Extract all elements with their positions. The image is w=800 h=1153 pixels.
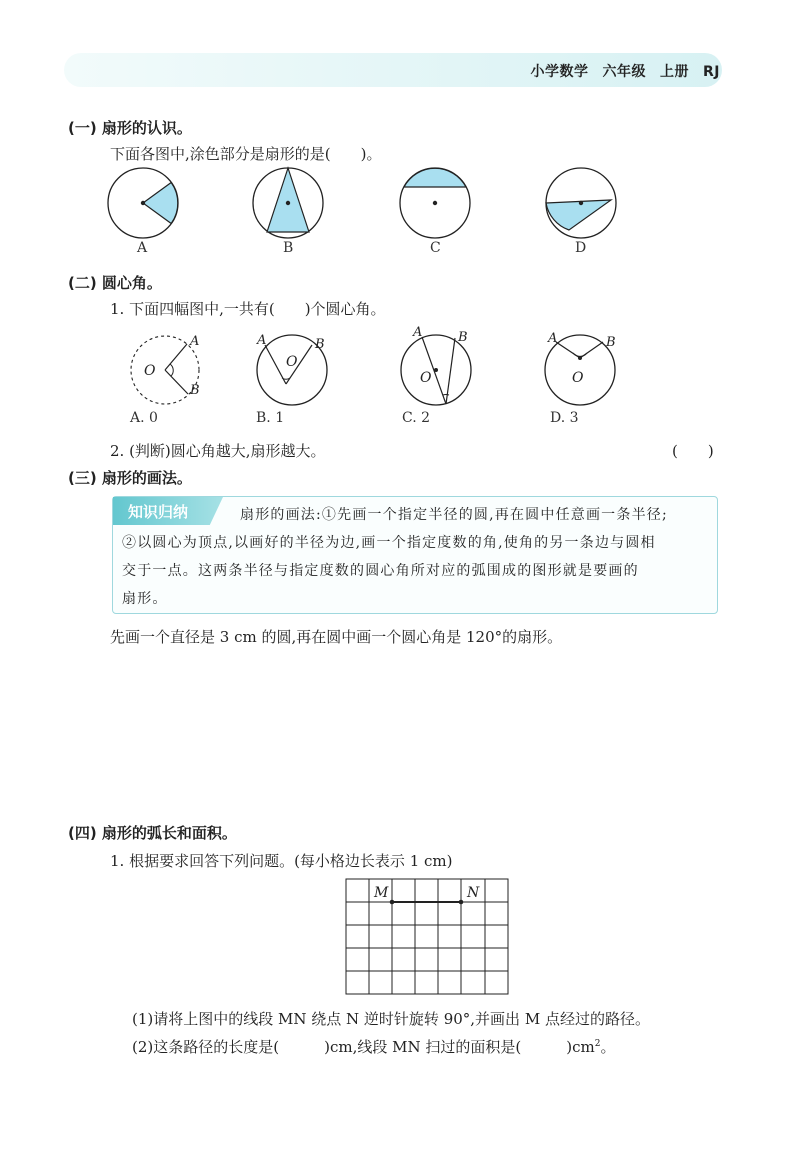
angle-option-c: C. 2 [402,410,431,426]
figure-b-triangle [267,168,309,232]
header-edition: RJ [703,64,720,80]
point-n [459,900,464,905]
angle-c-label-b: B [458,330,468,345]
knowledge-line-4: 扇形。 [122,591,168,607]
section1-question: 下面各图中,涂色部分是扇形的是( )。 [110,145,382,163]
knowledge-tag: 知识归纳 [128,503,189,521]
angle-a-label-b: B [190,383,200,398]
header-volume: 上册 [660,64,689,80]
section1-title: (一) 扇形的认识。 [68,119,192,137]
header-subject: 小学数学 [530,64,589,80]
angle-d-label-a: A [548,331,558,346]
header-grade: 六年级 [602,64,646,80]
label-n: N [467,885,480,901]
figure-a-label: A [137,240,148,256]
figure-d-shape [546,200,611,230]
drawing-area[interactable] [110,652,710,812]
figure-d [546,168,616,238]
angle-d-label-o: O [572,370,584,386]
section2-question-1: 1. 下面四幅图中,一共有( )个圆心角。 [110,300,386,318]
figure-c [400,168,470,238]
angle-figure-d [545,331,616,405]
figure-d-center [579,201,583,205]
figure-b-label: B [283,240,294,256]
angle-figure-b [256,333,327,405]
figure-a-sector [143,183,178,224]
angle-figure-c [401,325,471,405]
figure-d-label: D [575,240,587,256]
angle-a-label-o: O [144,363,156,379]
angle-option-d: D. 3 [550,410,579,426]
section2-question-2: 2. (判断)圆心角越大,扇形越大。 [110,442,326,460]
section4-sub-2-text: (2)这条路径的长度是( )cm,线段 MN 扫过的面积是( )cm [132,1038,595,1056]
figure-c-label: C [430,240,441,256]
header-info [517,61,721,81]
section2-figures [0,318,800,413]
knowledge-line-2: ②以圆心为顶点,以画好的半径为边,画一个指定度数的角,使角的另一条边与圆相 [122,535,656,551]
knowledge-line-1: 扇形的画法:①先画一个指定半径的圆,再在圆中任意画一条半径; [240,507,668,523]
grid-lines [346,879,508,994]
angle-option-a: A. 0 [130,410,158,426]
angle-b-label-o: O [286,354,298,370]
section4-sub-1: (1)请将上图中的线段 MN 绕点 N 逆时针旋转 90°,并画出 M 点经过的路径。 [132,1010,650,1028]
figure-b-center [286,201,290,205]
angle-b-label-a: A [257,333,267,348]
knowledge-line-3: 交于一点。这两条半径与指定度数的圆心角所对应的弧围成的图形就是要画的 [122,563,639,579]
grid-figure[interactable] [345,878,511,998]
section4-sub-2 [132,1036,615,1057]
section4-title: (四) 扇形的弧长和面积。 [68,824,237,842]
section4-question-1: 1. 根据要求回答下列问题。(每小格边长表示 1 cm) [110,852,453,870]
angle-figure-a [131,334,200,404]
section1-figures [0,160,800,270]
section3-task: 先画一个直径是 3 cm 的圆,再在圆中画一个圆心角是 120°的扇形。 [110,628,563,646]
angle-b-label-b: B [315,337,325,352]
figure-a-center [141,201,145,205]
figure-c-segment [404,168,466,187]
angle-option-b: B. 1 [256,410,285,426]
angle-c-label-o: O [420,370,432,386]
section4-sub-2-end: 。 [600,1038,616,1056]
angle-d-label-b: B [606,335,616,350]
point-m [390,900,395,905]
judge-answer-blank[interactable]: ( ) [672,442,714,460]
figure-b [253,168,323,238]
angle-a-label-a: A [190,334,200,349]
figure-a [108,168,178,238]
section4-sub-2-superscript: 2 [594,1039,601,1049]
angle-c-label-a: A [413,325,423,340]
section3-title: (三) 扇形的画法。 [68,469,192,487]
figure-c-center [433,201,437,205]
label-m: M [374,885,389,901]
section2-title: (二) 圆心角。 [68,274,162,292]
